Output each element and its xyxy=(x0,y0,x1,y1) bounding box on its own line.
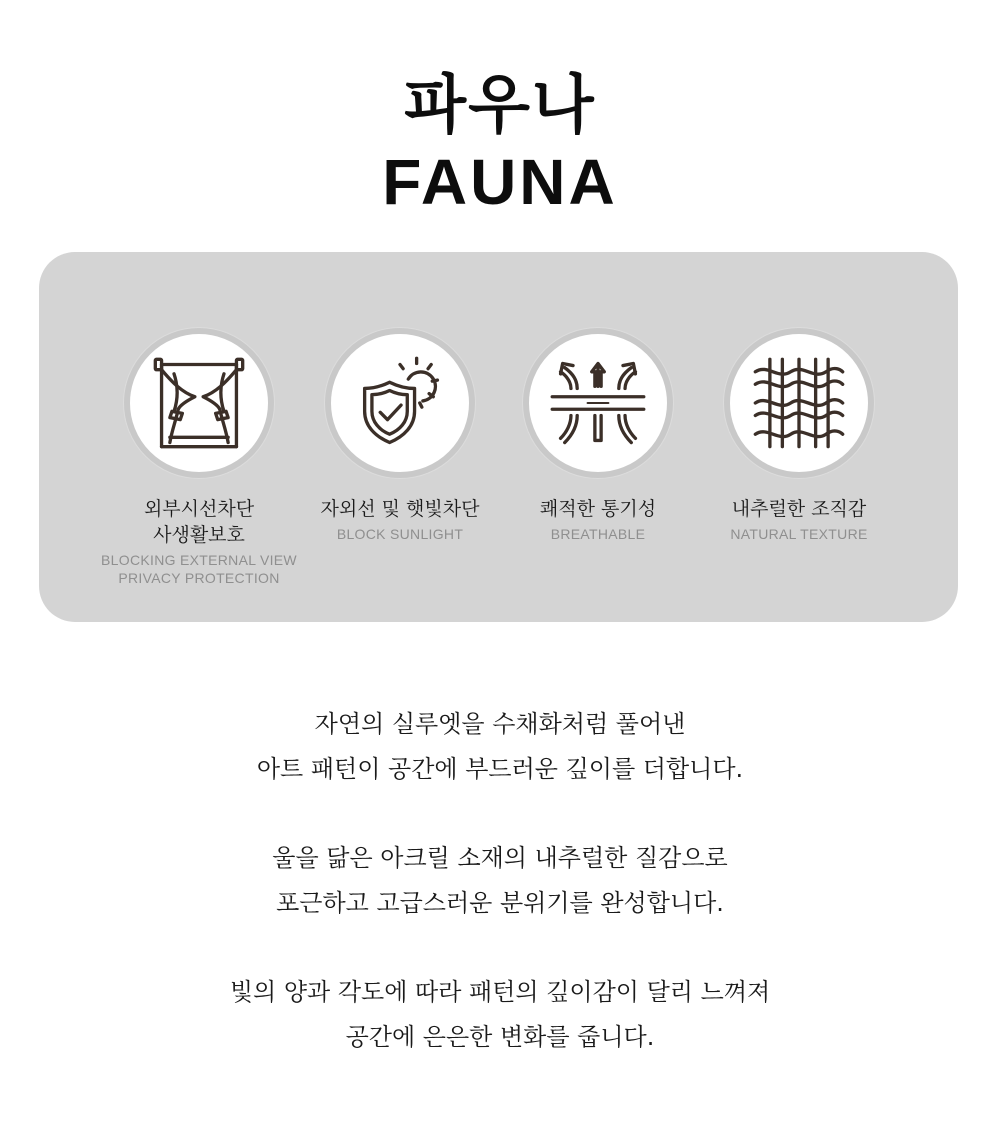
feature-label-korean-line: 외부시선차단 xyxy=(143,498,255,520)
description-paragraph xyxy=(0,970,1000,1060)
description-line: 포근하고 고급스러운 분위기를 완성합니다. xyxy=(276,889,724,917)
shield-sun-icon xyxy=(348,351,452,455)
feature-label-english: BREATHABLE xyxy=(550,526,646,542)
feature-label-english-line: BLOCKING EXTERNAL VIEW xyxy=(101,552,297,568)
breathable-icon xyxy=(546,351,650,455)
product-description xyxy=(0,702,1000,1104)
woven-texture-icon xyxy=(747,351,851,455)
feature-label-korean-line: 사생활보호 xyxy=(153,524,245,546)
feature-natural-texture xyxy=(689,328,909,543)
feature-icon-circle xyxy=(724,328,874,478)
description-line: 자연의 실루엣을 수채화처럼 풀어낸 xyxy=(314,710,686,738)
product-title-korean: 파우나 xyxy=(404,69,596,143)
feature-label-english-line: PRIVACY PROTECTION xyxy=(118,570,280,586)
feature-label-english xyxy=(89,551,309,587)
feature-breathable xyxy=(488,328,708,543)
feature-label-korean: 내추럴한 조직감 xyxy=(731,498,867,520)
product-title xyxy=(0,68,1000,220)
description-line: 공간에 은은한 변화를 줍니다. xyxy=(345,1023,655,1051)
feature-label-korean: 쾌적한 통기성 xyxy=(539,498,657,520)
feature-label-english: BLOCK SUNLIGHT xyxy=(336,526,464,542)
description-paragraph xyxy=(0,702,1000,792)
description-line: 빛의 양과 각도에 따라 패턴의 깊이감이 달리 느껴져 xyxy=(229,978,771,1006)
feature-block-sunlight xyxy=(290,328,510,543)
feature-label-korean: 자외선 및 햇빛차단 xyxy=(320,498,480,520)
description-line: 아트 패턴이 공간에 부드러운 깊이를 더합니다. xyxy=(256,755,744,783)
product-title-english: FAUNA xyxy=(382,146,618,218)
feature-icon-circle xyxy=(124,328,274,478)
feature-icon-circle xyxy=(523,328,673,478)
feature-label-english: NATURAL TEXTURE xyxy=(730,526,868,542)
curtain-icon xyxy=(147,351,251,455)
feature-icon-circle xyxy=(325,328,475,478)
feature-label-korean xyxy=(89,496,309,548)
description-paragraph xyxy=(0,836,1000,926)
features-panel xyxy=(39,252,958,622)
description-line: 울을 닮은 아크릴 소재의 내추럴한 질감으로 xyxy=(272,844,728,872)
feature-blocking-view xyxy=(89,328,309,587)
